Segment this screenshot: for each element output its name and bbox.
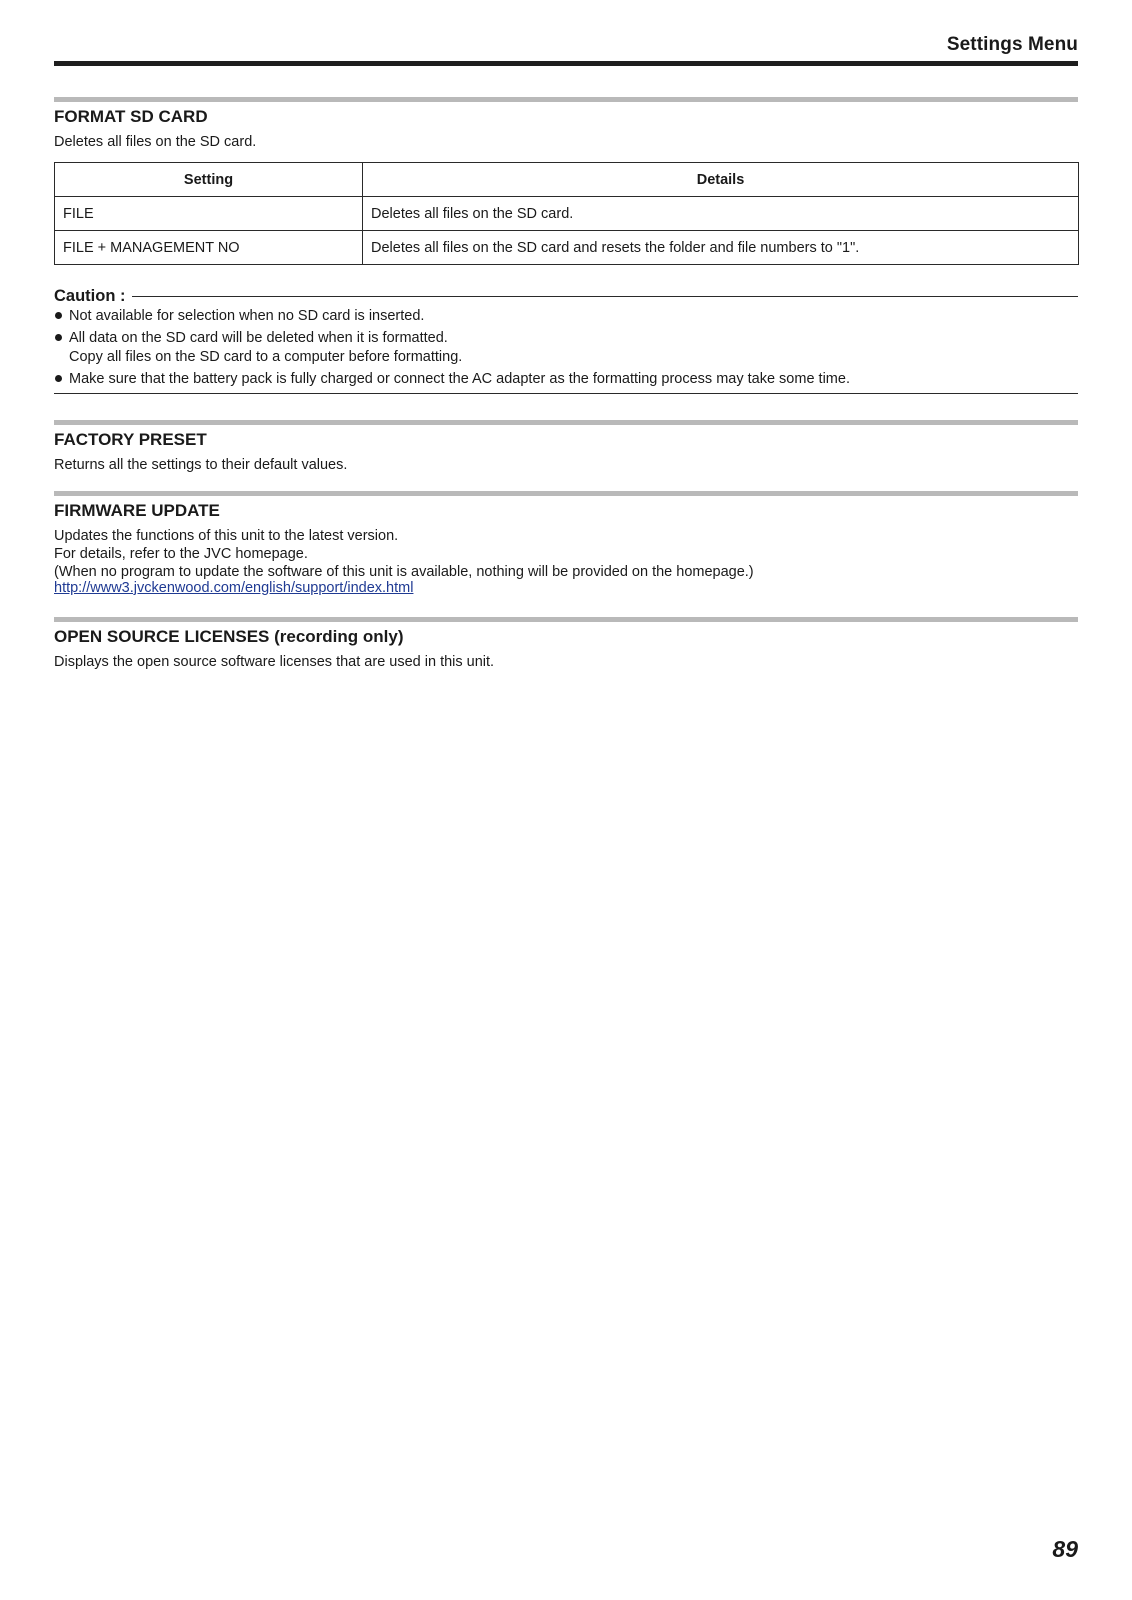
section-divider	[54, 97, 1078, 102]
firmware-update-line: For details, refer to the JVC homepage.	[54, 546, 308, 562]
table-header-setting: Setting	[55, 163, 363, 197]
caution-rule	[132, 296, 1078, 297]
format-sd-card-title: FORMAT SD CARD	[54, 107, 208, 126]
table-header-details: Details	[363, 163, 1079, 197]
firmware-update-title: FIRMWARE UPDATE	[54, 501, 220, 520]
bullet-icon	[55, 334, 62, 341]
page-header-title: Settings Menu	[946, 34, 1078, 55]
factory-preset-title: FACTORY PRESET	[54, 430, 207, 449]
table-header-row	[55, 163, 1079, 197]
header-rule	[54, 61, 1078, 66]
firmware-update-line: Updates the functions of this unit to the latest version.	[54, 528, 399, 544]
page-number: 89	[1052, 1536, 1078, 1562]
jvc-support-link[interactable]: http://www3.jvckenwood.com/english/support/index.html	[54, 580, 414, 596]
section-divider	[54, 420, 1078, 425]
table-cell-setting: FILE	[55, 197, 363, 231]
section-divider	[54, 491, 1078, 496]
open-source-description: Displays the open source software licenses that are used in this unit.	[54, 654, 495, 670]
factory-preset-description: Returns all the settings to their default values.	[54, 457, 348, 473]
caution-title: Caution :	[54, 287, 126, 305]
firmware-update-line: (When no program to update the software of this unit is available, nothing will be provided on the homepage.)	[54, 564, 754, 580]
table-cell-details: Deletes all files on the SD card.	[363, 197, 1079, 231]
table-cell-setting: FILE + MANAGEMENT NO	[55, 231, 363, 265]
table-row	[55, 197, 1079, 231]
format-sd-card-description: Deletes all files on the SD card.	[54, 134, 257, 150]
table-row	[55, 231, 1079, 265]
bullet-icon	[55, 375, 62, 382]
caution-bottom-rule	[54, 393, 1078, 394]
bullet-icon	[55, 312, 62, 319]
section-divider	[54, 617, 1078, 622]
open-source-title: OPEN SOURCE LICENSES (recording only)	[54, 627, 404, 646]
format-settings-table	[54, 162, 1079, 265]
table-cell-details: Deletes all files on the SD card and resets the folder and file numbers to "1".	[363, 231, 1079, 265]
